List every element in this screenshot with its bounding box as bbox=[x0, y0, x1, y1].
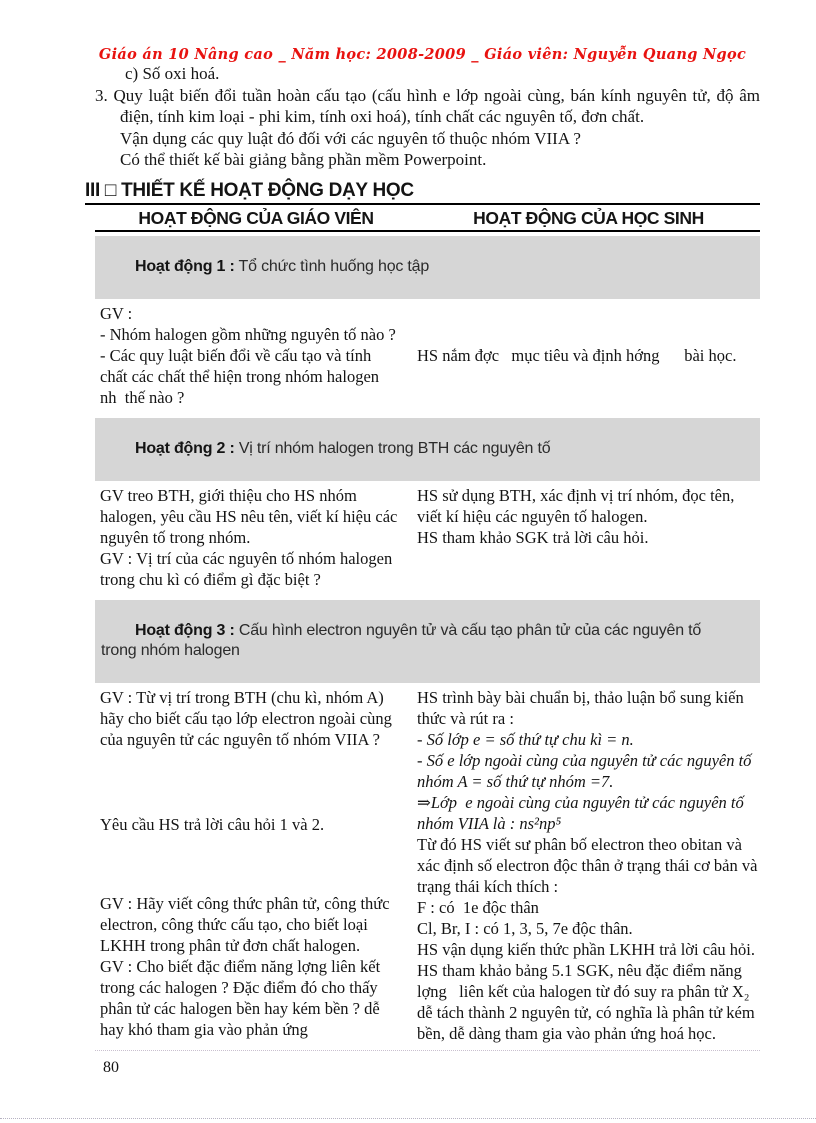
student-paragraph: Từ đó HS viết sư phân bố electron theo obitan và xác định số electron độc thân ở trạng thái cơ bản và trạng thái kích thích : bbox=[417, 834, 762, 896]
student-italic-note: - Số e lớp ngoài cùng của nguyên tử các nguyên tố nhóm A = số thứ tự nhóm =7. bbox=[417, 750, 756, 791]
student-italic-note: - Số lớp e = số thứ tự chu kì = n. bbox=[417, 729, 634, 749]
activity-1-banner bbox=[95, 236, 760, 299]
intro-apply-line: Vận dụng các quy luật đó đối với các nguyên tố thuộc nhóm VIIA ? bbox=[120, 128, 581, 148]
document-header-line: Giáo án 10 Nâng cao _ Năm học: 2008-2009 _ Giáo viên: Nguyễn Quang Ngọc bbox=[98, 46, 747, 63]
activity-1-label: Hoạt động 1 : bbox=[134, 257, 235, 275]
table-header-student: HOẠT ĐỘNG CỦA HỌC SINH bbox=[473, 207, 704, 228]
activity-3-row bbox=[95, 683, 760, 1050]
activity-table bbox=[95, 205, 760, 1051]
teacher-paragraph: - Các quy luật biến đổi về cấu tạo và tính chất các chất thể hiện trong nhóm halogen nh thế nào ? bbox=[100, 345, 384, 407]
activity-2-banner bbox=[95, 418, 760, 481]
activity-2-row bbox=[95, 481, 760, 596]
student-italic-conclusion: ⇒Lớp e ngoài cùng của nguyên tử các nguyên tố nhóm VIIA là : ns²np⁵ bbox=[417, 792, 748, 833]
activity-1-teacher-cell bbox=[95, 303, 417, 408]
activity-2-title: Vị trí nhóm halogen trong BTH các nguyên tố bbox=[234, 439, 551, 457]
intro-oxidation-line: c) Số oxi hoá. bbox=[125, 64, 220, 83]
section-title: III □ THIẾT KẾ HOẠT ĐỘNG DẠY HỌC bbox=[85, 180, 760, 205]
page-number: 80 bbox=[103, 1058, 119, 1076]
student-paragraph: HS tham khảo bảng 5.1 SGK, nêu đặc điểm năng lợng liên kết của halogen từ đó suy ra phân tử X₂ dễ tách thành 2 nguyên tử, có nghĩa là phân tử kém bền, dễ dàng tham gia vào phản ứng hoá học. bbox=[417, 960, 759, 1043]
activity-3-label: Hoạt động 3 : bbox=[134, 621, 235, 639]
activity-3-banner bbox=[95, 600, 760, 683]
intro-powerpoint-line: Có thể thiết kế bài giảng bằng phần mềm Powerpoint. bbox=[120, 150, 487, 169]
table-header-teacher: HOẠT ĐỘNG CỦA GIÁO VIÊN bbox=[138, 207, 374, 228]
intro-rule-item: 3. Quy luật biến đổi tuần hoàn cấu tạo (cấu hình e lớp ngoài cùng, bán kính nguyên tử, độ âm điện, tính kim loại - phi kim, tính oxi hoá), tính chất các nguyên tố, đơn chất. bbox=[95, 85, 765, 126]
student-paragraph: HS trình bày bài chuẩn bị, thảo luận bổ sung kiến thức và rút ra : bbox=[417, 687, 748, 728]
activity-2-label: Hoạt động 2 : bbox=[134, 439, 235, 457]
teacher-paragraph: GV : bbox=[100, 303, 133, 323]
teacher-paragraph: GV : Cho biết đặc điểm năng lợng liên kết trong các halogen ? Đặc điểm đó cho thấy phân tử các halogen bền hay kém bền ? dễ hay khó tham gia vào phản ứng bbox=[100, 956, 385, 1039]
teacher-paragraph: GV : Hãy viết công thức phân tử, công thức electron, công thức cấu tạo, cho biết loại LKHH trong phân tử đơn chất halogen. bbox=[100, 893, 394, 955]
table-header-row bbox=[95, 205, 760, 232]
teacher-paragraph: GV : Vị trí của các nguyên tố nhóm halogen trong chu kì có điểm gì đặc biệt ? bbox=[100, 548, 397, 589]
activity-1-row bbox=[95, 299, 760, 414]
teacher-paragraph: Yêu cầu HS trả lời câu hỏi 1 và 2. bbox=[100, 814, 325, 834]
intro-block bbox=[85, 63, 765, 171]
student-paragraph: HS tham khảo SGK trả lời câu hỏi. bbox=[417, 527, 649, 547]
teacher-paragraph: - Nhóm halogen gồm những nguyên tố nào ? bbox=[100, 324, 396, 344]
student-paragraph: HS nắm đợc mục tiêu và định hớng bài học. bbox=[417, 345, 737, 365]
teacher-paragraph: GV treo BTH, giới thiệu cho HS nhóm halogen, yêu cầu HS nêu tên, viết kí hiệu các nguyên tố trong nhóm. bbox=[100, 485, 402, 547]
student-paragraph: HS vận dụng kiến thức phần LKHH trả lời câu hỏi. bbox=[417, 939, 755, 959]
student-paragraph: F : có 1e độc thân bbox=[417, 897, 539, 917]
teacher-paragraph: GV : Từ vị trí trong BTH (chu kì, nhóm A) hãy cho biết cấu tạo lớp electron ngoài cùng của nguyên tử các nguyên tố nhóm VIIA ? bbox=[100, 687, 396, 749]
activity-3-title: Cấu hình electron nguyên tử và cấu tạo phân tử của các nguyên tố trong nhóm halogen bbox=[101, 621, 706, 659]
student-paragraph: Cl, Br, I : có 1, 3, 5, 7e độc thân. bbox=[417, 918, 633, 938]
activity-3-teacher-cell bbox=[95, 687, 417, 1044]
activity-3-student-cell bbox=[417, 687, 760, 1044]
page-bottom-divider bbox=[0, 1118, 816, 1119]
activity-1-title: Tổ chức tình huống học tập bbox=[234, 257, 430, 275]
student-paragraph: HS sử dụng BTH, xác định vị trí nhóm, đọc tên, viết kí hiệu các nguyên tố halogen. bbox=[417, 485, 739, 526]
activity-1-student-cell bbox=[417, 303, 760, 408]
activity-2-student-cell bbox=[417, 485, 760, 590]
activity-2-teacher-cell bbox=[95, 485, 417, 590]
